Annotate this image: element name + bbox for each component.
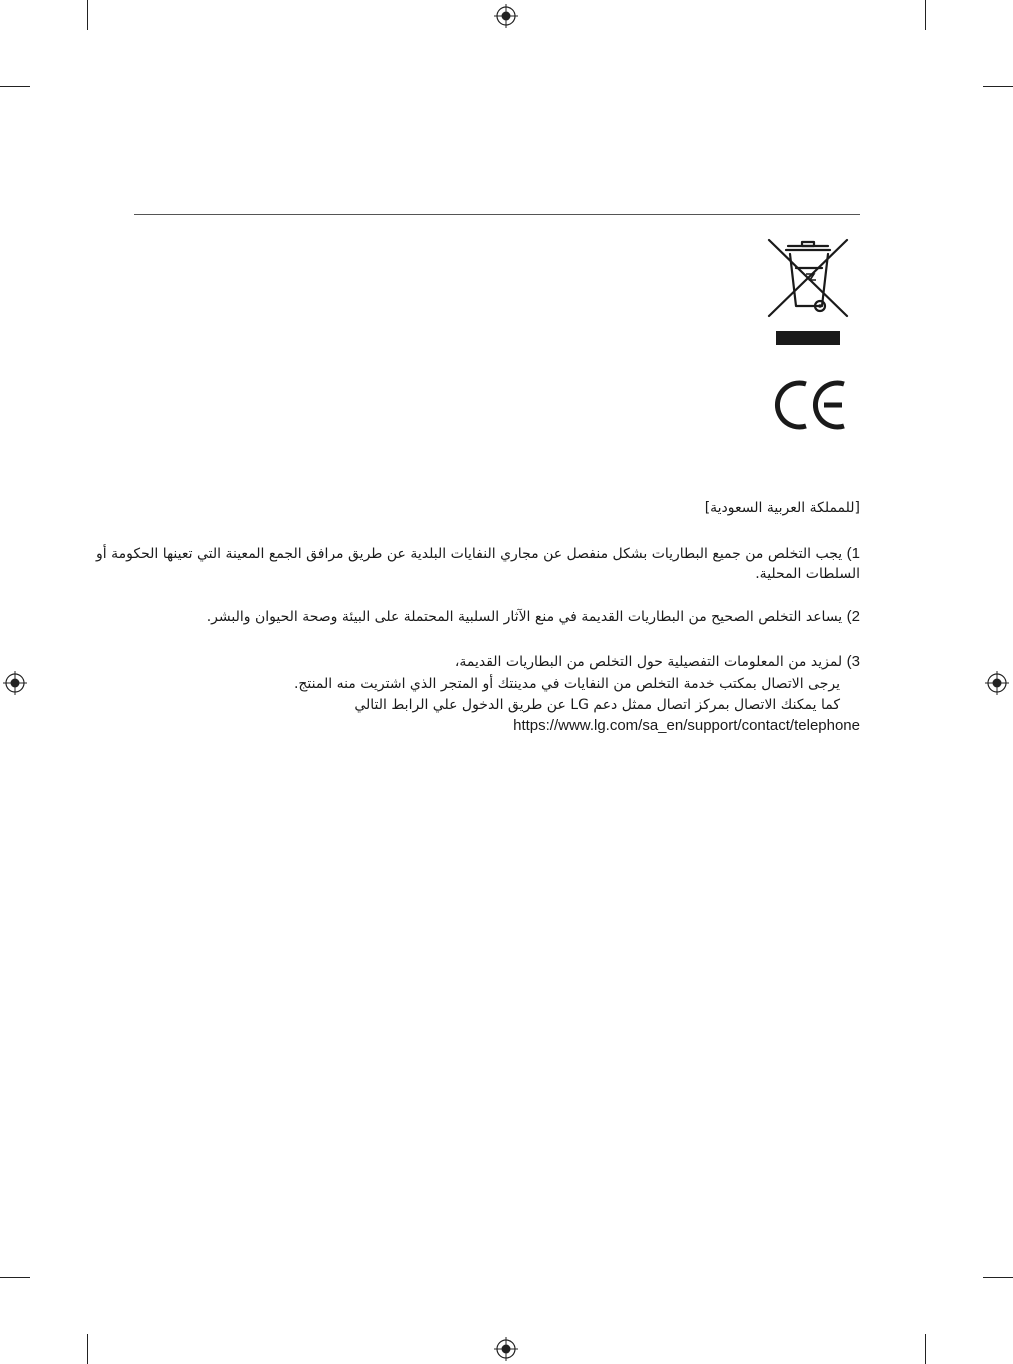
crop-mark — [983, 86, 1013, 87]
list-item-1-line-2: السلطات المحلية. — [755, 566, 860, 582]
crossed-out-wheelie-bin-icon — [766, 236, 850, 348]
list-item-3-line-1 — [455, 653, 860, 671]
header-rule — [134, 214, 860, 215]
list-item-3-line-3: كما يمكنك الاتصال بمركز اتصال ممثل دعم LG عن طريق الدخول علي الرابط التالي — [354, 697, 840, 713]
ce-mark-icon — [772, 378, 848, 432]
crop-mark — [0, 1277, 30, 1278]
support-url-link[interactable]: https://www.lg.com/sa_en/support/contact/telephone — [513, 717, 860, 734]
crop-mark — [87, 1334, 88, 1364]
crop-mark — [925, 1334, 926, 1364]
list-item-text: لمزيد من المعلومات التفصيلية حول التخلص من البطاريات القديمة، — [454, 654, 843, 670]
crop-mark — [87, 0, 88, 30]
section-heading: [للمملكة العربية السعودية] — [704, 500, 860, 516]
list-item-number: 2) — [846, 608, 860, 625]
crop-mark — [925, 0, 926, 30]
registration-mark-icon — [985, 671, 1009, 695]
list-item-text: يساعد التخلص الصحيح من البطاريات القديمة في منع الآثار السلبية المحتملة على البيئة وصحة الحيوان والبشر. — [206, 609, 843, 625]
list-item-1-line-1 — [96, 545, 860, 563]
registration-mark-icon — [494, 1337, 518, 1361]
list-item-number: 3) — [846, 653, 860, 670]
registration-mark-icon — [494, 4, 518, 28]
list-item-text: يجب التخلص من جميع البطاريات بشكل منفصل عن مجاري النفايات البلدية عن طريق مرافق الجمع المعينة التي تعينها الحكومة أو — [96, 546, 843, 562]
crop-mark — [0, 86, 30, 87]
list-item-2-line-1 — [207, 608, 860, 626]
list-item-number: 1) — [846, 545, 860, 562]
list-item-3-line-2: يرجى الاتصال بمكتب خدمة التخلص من النفايات في مدينتك أو المتجر الذي اشتريت منه المنتج. — [293, 676, 840, 692]
crop-mark — [983, 1277, 1013, 1278]
registration-mark-icon — [3, 671, 27, 695]
